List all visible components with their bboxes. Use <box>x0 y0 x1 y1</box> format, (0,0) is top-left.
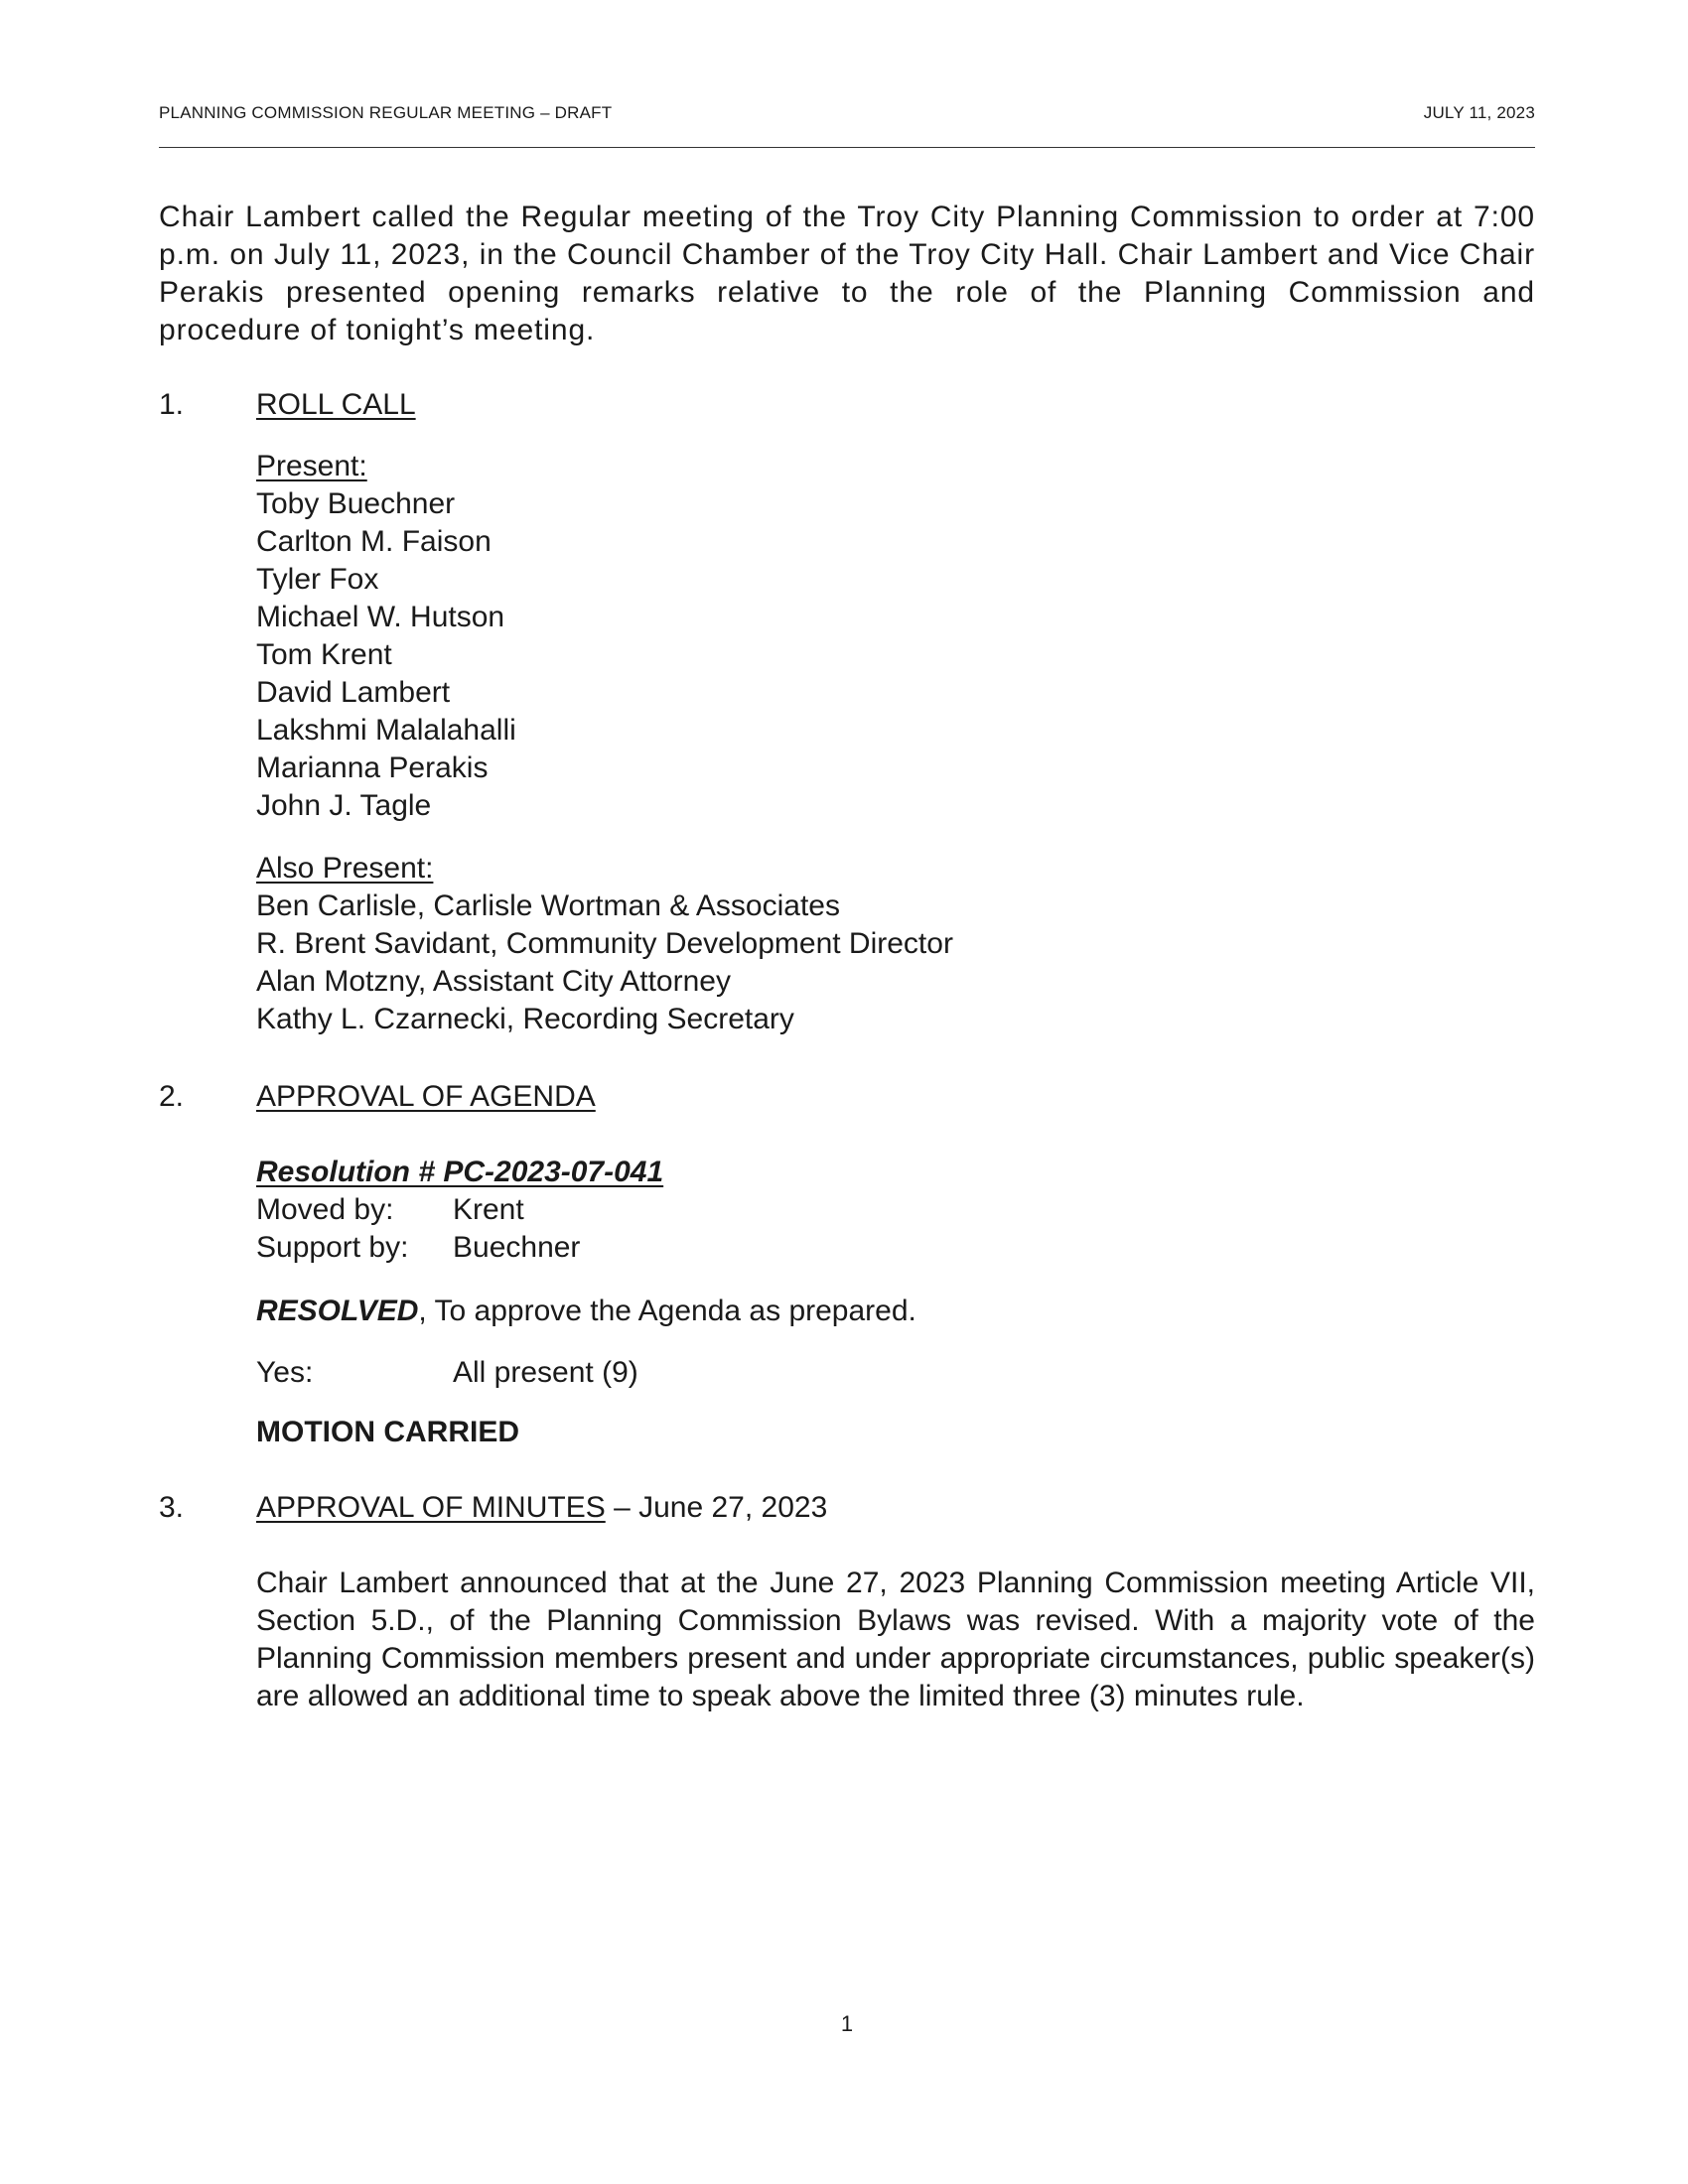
intro-paragraph: Chair Lambert called the Regular meeting of the Troy City Planning Commission to order at 7:00 p.m. on July 11, 2023, in the Council Chamber of the Troy City Hall. Chair Lambert and Vice Chair Perakis presented opening remarks relative to the role of the Planning Commission and procedure of tonight’s meeting. <box>159 201 1535 346</box>
present-member: Marianna Perakis <box>256 751 489 784</box>
document-page <box>159 0 1535 2184</box>
also-present-list <box>256 850 1535 1038</box>
section-number: 1. <box>159 388 185 421</box>
present-list <box>256 448 1535 825</box>
resolved-word: RESOLVED <box>256 1295 419 1327</box>
present-member: Tom Krent <box>256 638 392 671</box>
present-member: Toby Buechner <box>256 487 456 520</box>
also-present-member: R. Brent Savidant, Community Development Director <box>256 927 953 960</box>
page-header <box>159 103 1535 125</box>
yes-row <box>256 1354 1535 1392</box>
support-by-label: Support by: <box>256 1231 409 1264</box>
section-number: 3. <box>159 1491 185 1524</box>
moved-by-value: Krent <box>453 1193 524 1226</box>
support-by-value: Buechner <box>453 1231 581 1264</box>
motion-carried: MOTION CARRIED <box>256 1416 519 1448</box>
resolution-block <box>256 1154 1535 1267</box>
page-number: 1 <box>840 2011 854 2036</box>
header-date: JULY 11, 2023 <box>1423 103 1535 122</box>
section-title: APPROVAL OF MINUTES <box>256 1491 606 1524</box>
section-title: ROLL CALL <box>256 388 416 421</box>
also-present-member: Ben Carlisle, Carlisle Wortman & Associates <box>256 889 840 922</box>
vote-block <box>256 1354 1535 1392</box>
moved-by-row <box>256 1191 1535 1229</box>
present-member: John J. Tagle <box>256 789 432 822</box>
yes-value: All present (9) <box>453 1356 638 1389</box>
also-present-member: Alan Motzny, Assistant City Attorney <box>256 965 731 998</box>
section-number: 2. <box>159 1080 185 1113</box>
section-title-line <box>256 1489 827 1527</box>
header-title: PLANNING COMMISSION REGULAR MEETING – DRAFT <box>159 103 613 122</box>
header-divider <box>159 147 1535 148</box>
present-member: Lakshmi Malalahalli <box>256 714 516 747</box>
present-member: Michael W. Hutson <box>256 601 505 633</box>
resolved-text: , To approve the Agenda as prepared. <box>418 1295 916 1327</box>
present-member: David Lambert <box>256 676 451 709</box>
moved-by-label: Moved by: <box>256 1193 394 1226</box>
support-by-row <box>256 1229 1535 1267</box>
present-member: Tyler Fox <box>256 563 379 596</box>
resolved-line <box>256 1293 1535 1330</box>
also-present-label: Also Present: <box>256 852 434 885</box>
yes-label: Yes: <box>256 1356 314 1389</box>
section-title-suffix: – June 27, 2023 <box>605 1491 828 1524</box>
resolution-number: Resolution # PC-2023-07-041 <box>256 1156 664 1188</box>
present-member: Carlton M. Faison <box>256 525 492 558</box>
also-present-member: Kathy L. Czarnecki, Recording Secretary <box>256 1003 794 1035</box>
present-label: Present: <box>256 450 367 482</box>
minutes-paragraph: Chair Lambert announced that at the June 27, 2023 Planning Commission meeting Article VII, Section 5.D., of the Planning Commission Bylaws was revised. With a majority vote of the Planning Commission members present and under appropriate circumstances, public speaker(s) are allowed an additional time to speak above the limited three (3) minutes rule. <box>256 1567 1535 1712</box>
section-title: APPROVAL OF AGENDA <box>256 1080 596 1113</box>
